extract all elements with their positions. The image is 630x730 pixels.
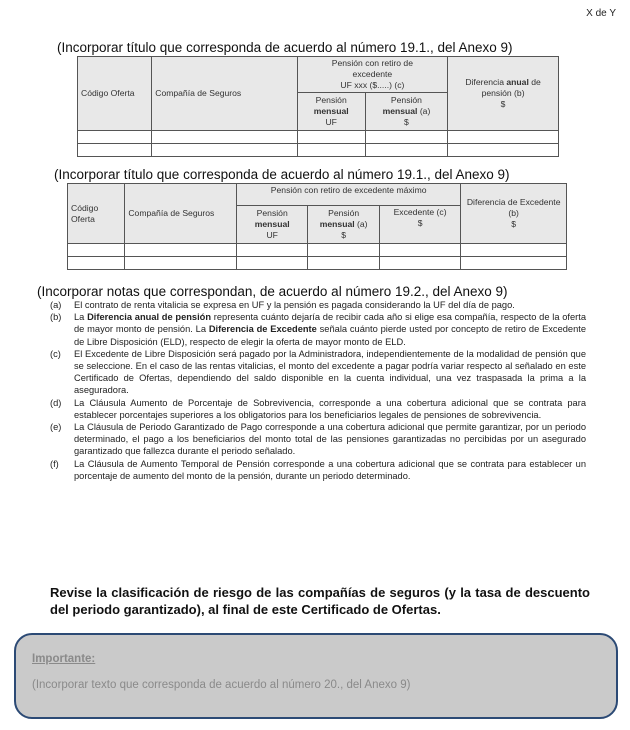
col-pension-mensual-uf bbox=[297, 93, 365, 131]
table-cell bbox=[125, 257, 237, 270]
risk-classification-notice: Revise la clasificación de riesgo de las compañías de seguros (y la tasa de descuento del periodo garantizado), al final de este Certificado de Ofertas. bbox=[50, 585, 590, 617]
important-heading: Importante: bbox=[32, 653, 96, 665]
table-cell bbox=[308, 257, 379, 270]
note-text: El Excedente de Libre Disposición será pagado por la Administradora, independientemente de la modalidad de pensión que se seleccione. En el caso de las rentas vitalicias, el monto del excedente a pagar podría variar respecto al señalado en este Certificado de Ofertas, dependiendo del saldo disponible en la cuenta individual, una vez traspasada la prima a la aseguradora. bbox=[74, 348, 586, 396]
header-text: (a) bbox=[417, 106, 431, 116]
table2 bbox=[67, 183, 567, 270]
header-line: UF bbox=[325, 117, 337, 127]
table-cell bbox=[125, 244, 237, 257]
header-line: Pensión bbox=[256, 208, 288, 218]
header-line: UF xxx ($.....) (c) bbox=[340, 80, 405, 90]
note-a bbox=[50, 299, 586, 311]
header-text-bold: mensual bbox=[319, 219, 355, 229]
notes-list bbox=[50, 299, 586, 482]
header-line: Pensión bbox=[390, 95, 422, 105]
table-cell bbox=[365, 144, 447, 157]
note-text-bold: Diferencia de Excedente bbox=[208, 324, 317, 335]
header-text-bold: anual bbox=[506, 77, 529, 87]
table-cell bbox=[78, 144, 152, 157]
important-text: (Incorporar texto que corresponda de acuerdo al número 20., del Anexo 9) bbox=[32, 679, 411, 691]
col-pension-group bbox=[297, 57, 447, 93]
note-text: La Cláusula de Aumento Temporal de Pensión corresponde a una cobertura adicional que se contrata para establecer un porcentaje de aumento del monto de la pensión, durante un periodo determinado. bbox=[74, 458, 586, 481]
note-label: (c) bbox=[50, 348, 61, 359]
note-text: El contrato de renta vitalicia se expresa en UF y la pensión es pagada considerando la UF del día de pago. bbox=[74, 300, 515, 310]
header-line: Excedente (c) bbox=[393, 207, 447, 217]
note-b bbox=[50, 311, 586, 348]
table-cell bbox=[237, 244, 308, 257]
header-line: Diferencia de Excedente (b) bbox=[466, 197, 561, 218]
col-compania: Compañía de Seguros bbox=[125, 184, 237, 244]
col-pension-mensual-pesos bbox=[308, 206, 379, 244]
table-cell bbox=[461, 244, 567, 257]
note-label: (d) bbox=[50, 397, 62, 408]
note-text-part: La bbox=[74, 312, 88, 323]
note-text: La Cláusula Aumento de Porcentaje de Sobrevivencia, corresponde a una cobertura adicional que se contrata para establecer porcentajes superiores a los obligatorios para los beneficiarios legales de pensiones de sobrevivencia. bbox=[74, 397, 586, 420]
note-text-bold: Diferencia anual de pensión bbox=[87, 312, 212, 323]
table-cell bbox=[152, 144, 297, 157]
table-cell bbox=[448, 131, 559, 144]
table-cell bbox=[365, 131, 447, 144]
header-line: Pensión bbox=[328, 208, 360, 218]
header-line: excedente bbox=[352, 69, 393, 79]
table2-title: (Incorporar título que corresponda de acuerdo al número 19.1., del Anexo 9) bbox=[54, 167, 510, 182]
note-label: (f) bbox=[50, 458, 59, 469]
table1 bbox=[77, 56, 559, 157]
table-cell bbox=[297, 131, 365, 144]
note-label: (a) bbox=[50, 300, 62, 310]
table-row bbox=[78, 131, 559, 144]
note-text: La Cláusula de Periodo Garantizado de Pago corresponde a una cobertura adicional que permite garantizar, por un periodo determinado, el pago a los beneficiarios del monto total de las pensiones garantizadas no percibidas por un asegurado garantizado que fallezca durante el periodo señalado. bbox=[74, 422, 586, 457]
col-excedente bbox=[379, 206, 460, 244]
table-cell bbox=[297, 144, 365, 157]
table-cell bbox=[68, 257, 125, 270]
note-f bbox=[50, 458, 586, 482]
note-text-part: señala cuánto pierde usted por concepto de retiro de Excedente de Libre Disposición (ELD), respecto de elegir la oferta de mayor monto de ELD. bbox=[74, 324, 587, 347]
table-row bbox=[68, 244, 567, 257]
col-codigo-oferta: Código Oferta bbox=[68, 184, 125, 244]
header-line: $ bbox=[511, 219, 517, 229]
note-e bbox=[50, 421, 586, 458]
header-text: (a) bbox=[354, 219, 368, 229]
page-number: X de Y bbox=[586, 8, 616, 19]
table-row bbox=[78, 144, 559, 157]
note-c bbox=[50, 348, 586, 397]
header-text-bold: mensual bbox=[382, 106, 418, 116]
note-text-part: representa cuánto dejaría de recibir cada año si elige esa compañía, respecto de la oferta de mayor monto de pensión. La bbox=[74, 312, 586, 335]
col-pension-group: Pensión con retiro de excedente máximo bbox=[237, 184, 461, 206]
col-codigo-oferta: Código Oferta bbox=[78, 57, 152, 131]
header-line: $ bbox=[341, 230, 347, 240]
note-label: (e) bbox=[50, 422, 62, 433]
header-line: Pensión con retiro de bbox=[331, 58, 413, 68]
header-line: $ bbox=[500, 99, 506, 109]
header-line: UF bbox=[266, 230, 278, 240]
table-cell bbox=[448, 144, 559, 157]
col-diferencia-excedente bbox=[461, 184, 567, 244]
header-text-bold: mensual bbox=[313, 106, 349, 116]
table-cell bbox=[237, 257, 308, 270]
table1-title: (Incorporar título que corresponda de acuerdo al número 19.1., del Anexo 9) bbox=[57, 40, 513, 55]
header-text: de pensión (b) bbox=[481, 77, 541, 98]
note-label: (b) bbox=[50, 312, 62, 323]
col-pension-mensual-uf bbox=[237, 206, 308, 244]
header-text: Diferencia bbox=[465, 77, 507, 87]
table-cell bbox=[68, 244, 125, 257]
table-cell bbox=[379, 257, 460, 270]
table-row bbox=[68, 257, 567, 270]
table-cell bbox=[78, 131, 152, 144]
table-cell bbox=[152, 131, 297, 144]
col-diferencia-anual bbox=[448, 57, 559, 131]
table-cell bbox=[308, 244, 379, 257]
note-text bbox=[74, 311, 586, 348]
important-box bbox=[14, 633, 618, 719]
col-compania: Compañía de Seguros bbox=[152, 57, 297, 131]
col-pension-mensual-pesos bbox=[365, 93, 447, 131]
table-cell bbox=[461, 257, 567, 270]
table-cell bbox=[379, 244, 460, 257]
header-line: $ bbox=[404, 117, 409, 127]
header-text-bold: mensual bbox=[254, 219, 290, 229]
header-line: Pensión bbox=[315, 95, 347, 105]
note-d bbox=[50, 397, 586, 421]
notes-title: (Incorporar notas que correspondan, de acuerdo al número 19.2., del Anexo 9) bbox=[37, 284, 508, 299]
header-line: $ bbox=[417, 218, 423, 228]
